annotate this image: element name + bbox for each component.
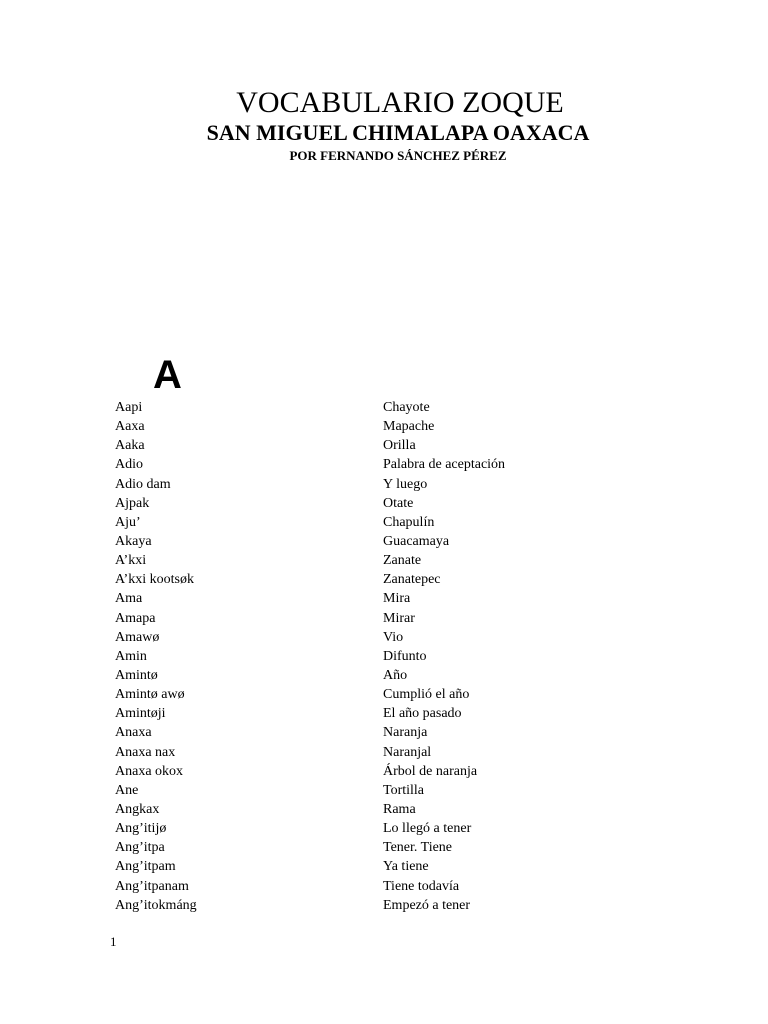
zoque-word: Angkax: [115, 801, 160, 817]
spanish-translation: Lo llegó a tener: [383, 821, 472, 837]
zoque-word: Ang’itokmáng: [115, 897, 197, 913]
vocabulary-row: [115, 398, 675, 417]
vocabulary-row: [115, 896, 675, 915]
vocabulary-row: [115, 417, 675, 436]
zoque-word: Akaya: [115, 533, 152, 549]
zoque-word: Aapi: [115, 400, 143, 415]
zoque-word: Ane: [115, 782, 139, 798]
vocabulary-row: [115, 570, 675, 589]
spanish-translation: Chapulín: [383, 514, 435, 530]
spanish-translation: Año: [383, 667, 408, 683]
vocabulary-row: [115, 455, 675, 474]
spanish-translation: El año pasado: [383, 706, 462, 722]
zoque-word: Amawø: [115, 629, 160, 645]
spanish-translation: Rama: [383, 801, 416, 817]
vocabulary-row: [115, 589, 675, 608]
document-title: VOCABULARIO ZOQUE: [236, 86, 564, 119]
spanish-translation: Mirar: [383, 610, 415, 626]
vocabulary-row: [115, 551, 675, 570]
vocabulary-row: [115, 819, 675, 838]
spanish-translation: Otate: [383, 495, 414, 511]
spanish-translation: Empezó a tener: [383, 897, 471, 913]
vocabulary-row: [115, 800, 675, 819]
spanish-translation: Árbol de naranja: [383, 763, 478, 779]
spanish-translation: Zanate: [383, 553, 422, 569]
vocabulary-row: [115, 781, 675, 800]
zoque-word: Ang’itpa: [115, 840, 165, 856]
zoque-word: Amintø: [115, 667, 158, 683]
vocabulary-row: [115, 494, 675, 513]
zoque-word: Ang’itpanam: [115, 878, 189, 894]
spanish-translation: Ya tiene: [383, 859, 429, 875]
vocabulary-row: [115, 857, 675, 876]
vocabulary-row: [115, 513, 675, 532]
vocabulary-row: [115, 743, 675, 762]
document-subtitle: SAN MIGUEL CHIMALAPA OAXACA: [206, 120, 590, 145]
zoque-word: Anaxa: [115, 725, 152, 741]
spanish-translation: Y luego: [383, 476, 428, 492]
spanish-translation: Zanatepec: [383, 572, 441, 588]
spanish-translation: Chayote: [383, 400, 430, 415]
vocabulary-row: [115, 838, 675, 857]
vocabulary-row: [115, 628, 675, 647]
vocabulary-row: [115, 609, 675, 628]
spanish-translation: Mira: [383, 591, 411, 607]
spanish-translation: Vio: [383, 629, 404, 645]
spanish-translation: Tiene todavía: [383, 878, 460, 894]
spanish-translation: Naranjal: [383, 744, 432, 760]
vocabulary-row: [115, 685, 675, 704]
spanish-translation: Cumplió el año: [383, 687, 470, 703]
zoque-word: Adio: [115, 457, 143, 473]
spanish-translation: Orilla: [383, 438, 416, 454]
zoque-word: Ang’itijø: [115, 821, 167, 837]
zoque-word: A’kxi: [115, 553, 147, 569]
zoque-word: Aju’: [115, 514, 141, 530]
zoque-word: Anaxa okox: [115, 763, 184, 779]
document-author: POR FERNANDO SÁNCHEZ PÉREZ: [289, 148, 507, 163]
vocabulary-row: [115, 532, 675, 551]
zoque-word: A’kxi kootsøk: [115, 572, 194, 588]
vocabulary-row: [115, 475, 675, 494]
zoque-word: Ajpak: [115, 495, 150, 511]
vocabulary-row: [115, 647, 675, 666]
zoque-word: Amintøji: [115, 706, 166, 722]
section-letter: A: [153, 353, 182, 397]
spanish-translation: Difunto: [383, 648, 427, 664]
spanish-translation: Palabra de aceptación: [383, 457, 506, 473]
vocabulary-row: [115, 762, 675, 781]
zoque-word: Aaxa: [115, 419, 145, 435]
zoque-word: Amapa: [115, 610, 156, 626]
vocabulary-list: [115, 398, 675, 915]
vocabulary-row: [115, 877, 675, 896]
spanish-translation: Tortilla: [383, 782, 425, 798]
zoque-word: Ang’itpam: [115, 859, 176, 875]
zoque-word: Adio dam: [115, 476, 171, 492]
zoque-word: Ama: [115, 591, 143, 607]
spanish-translation: Mapache: [383, 419, 435, 435]
vocabulary-row: [115, 723, 675, 742]
vocabulary-row: [115, 666, 675, 685]
vocabulary-row: [115, 704, 675, 723]
page-number: 1: [110, 934, 117, 949]
spanish-translation: Naranja: [383, 725, 428, 741]
spanish-translation: Guacamaya: [383, 533, 450, 549]
zoque-word: Amintø awø: [115, 687, 185, 703]
vocabulary-row: [115, 436, 675, 455]
spanish-translation: Tener. Tiene: [383, 840, 453, 856]
zoque-word: Anaxa nax: [115, 744, 176, 760]
zoque-word: Amin: [115, 648, 147, 664]
zoque-word: Aaka: [115, 438, 145, 454]
